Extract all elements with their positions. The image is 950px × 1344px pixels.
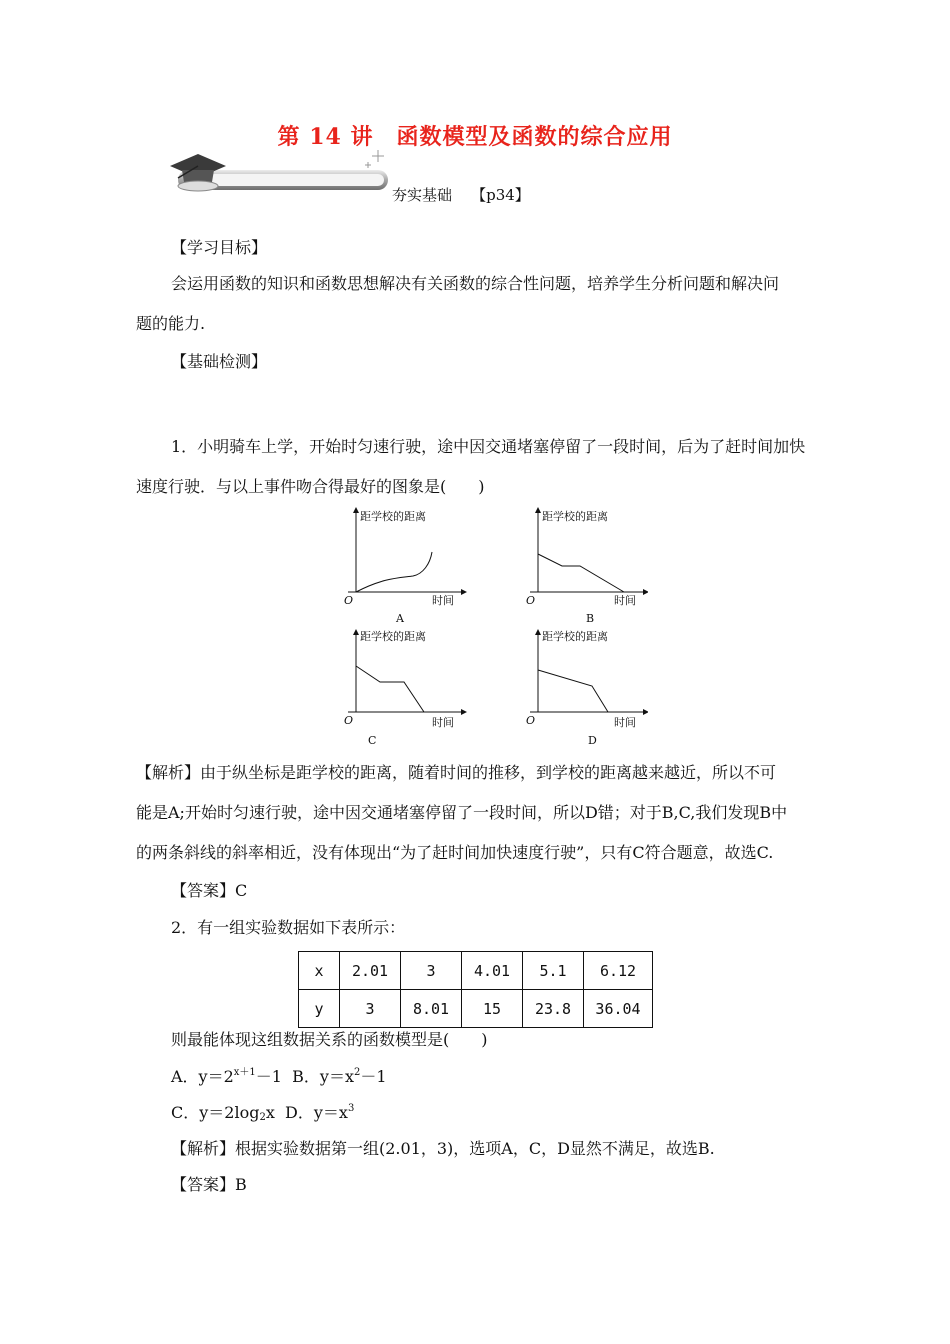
q2-option-b: B．$y=x^2-1$ [292,1067,387,1086]
table-cell: 36.04 [584,990,653,1028]
graph-d-xlabel: 时间 [614,716,636,729]
graph-b-label: B [586,612,595,625]
section-name: 夯实基础 [392,186,453,204]
sparkle-icon [365,150,384,168]
graph-a-xlabel: 时间 [432,594,454,607]
goals-heading: 【学习目标】 [171,238,268,257]
graph-a-label: A [396,612,404,625]
graph-b-ylabel: 距学校的距离 [542,510,608,523]
table-cell: 3 [340,990,401,1028]
section-banner [168,148,398,196]
graph-d [530,632,646,712]
q2-options-ab [171,1067,387,1087]
q1-analysis-line2: 能是A;开始时匀速行驶，途中因交通堵塞停留了一段时间，所以D错；对于B,C,我们发现B中 [136,803,788,822]
graph-c-origin: O [344,714,354,727]
page-ref: 【p34】 [471,186,530,204]
q2-analysis: 【解析】根据实验数据第一组(2.01，3)，选项A，C，D显然不满足，故选B. [171,1139,715,1158]
graph-a-ylabel: 距学校的距离 [360,510,426,523]
q1-answer: 【答案】C [171,881,248,900]
table-cell: 23.8 [523,990,584,1028]
graph-d-origin: O [526,714,536,727]
table-cell: 3 [401,952,462,990]
table-header-y: y [299,990,340,1028]
q1-analysis-line3: 的两条斜线的斜率相近，没有体现出“为了赶时间加快速度行驶”，只有C符合题意，故选C. [136,843,774,862]
graph-c-label: C [368,734,377,747]
q1-graphs [338,506,648,748]
q2-answer: 【答案】B [171,1175,247,1194]
goals-text-line2: 题的能力. [136,314,206,333]
q2-options-cd [171,1103,354,1123]
graph-c-xlabel: 时间 [432,716,454,729]
q1-analysis-line1: 【解析】由于纵坐标是距学校的距离，随着时间的推移，到学校的距离越来越近，所以不可 [136,763,777,782]
q2-question: 则最能体现这组数据关系的函数模型是( ) [171,1030,488,1049]
graph-b-line [538,554,624,592]
q1-stem-line1: 1．小明骑车上学，开始时匀速行驶，途中因交通堵塞停留了一段时间，后为了赶时间加快 [171,437,806,456]
graph-d-ylabel: 距学校的距离 [542,630,608,643]
graph-d-line [538,670,608,712]
graph-d-label: D [588,734,597,747]
q2-data-table [298,951,653,1028]
q2-option-a: A．$y=2^{x+1}-1$ [171,1067,282,1086]
graph-c-line [356,666,424,712]
table-cell: 5.1 [523,952,584,990]
graph-c-ylabel: 距学校的距离 [360,630,426,643]
goals-text-line1: 会运用函数的知识和函数思想解决有关函数的综合性问题，培养学生分析问题和解决问 [171,274,780,293]
graph-b-origin: O [526,594,536,607]
graph-a-curve [356,552,432,592]
check-heading: 【基础检测】 [171,352,268,371]
section-label [392,184,530,205]
page-title: 第 14 讲 函数模型及函数的综合应用 [277,124,673,150]
table-cell: 4.01 [462,952,523,990]
q2-stem: 2．有一组实验数据如下表所示： [171,918,406,937]
table-cell: 6.12 [584,952,653,990]
graph-b-xlabel: 时间 [614,594,636,607]
graph-a-origin: O [344,594,354,607]
q1-stem-line2: 速度行驶．与以上事件吻合得最好的图象是( ) [136,477,485,496]
graph-c [348,632,464,712]
table-cell: 8.01 [401,990,462,1028]
table-cell: 15 [462,990,523,1028]
q2-option-d: D．$y=x^3$ [285,1103,355,1122]
table-cell: 2.01 [340,952,401,990]
table-row [299,990,653,1028]
table-header-x: x [299,952,340,990]
q2-option-c: C．$y=2\log_2x$ [171,1103,275,1123]
table-row [299,952,653,990]
